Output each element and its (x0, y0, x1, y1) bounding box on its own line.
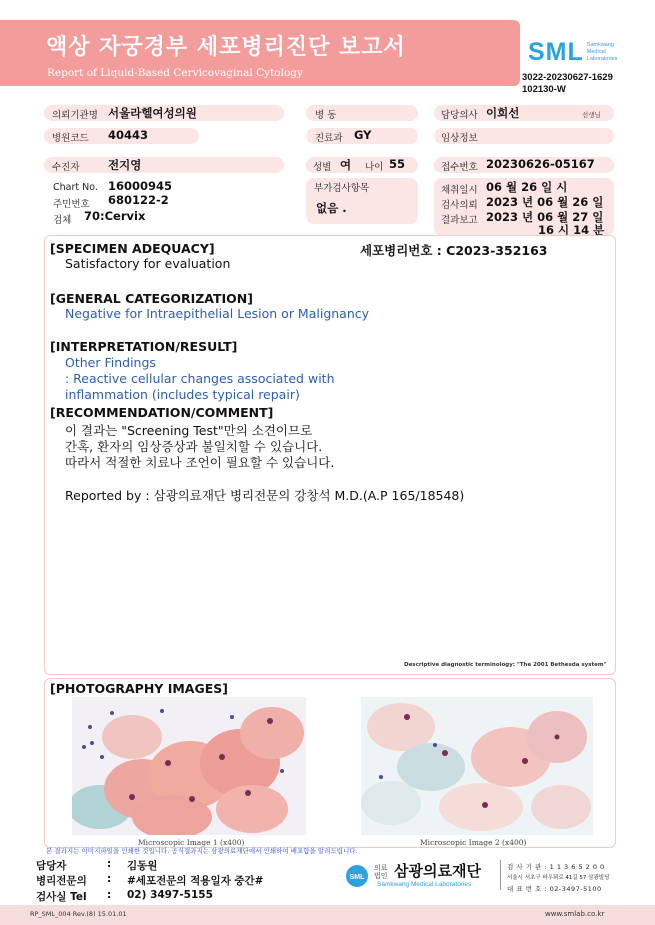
recommendation-heading: [RECOMMENDATION/COMMENT] (50, 405, 274, 420)
sex-value: 여 (340, 158, 352, 172)
patient-pill (44, 157, 284, 173)
collect-value: 06 월 26 일 시 (486, 180, 568, 194)
sml-logo-tagline: Samkwang Medical Laboratories (586, 42, 618, 62)
hospital-value: 서울라헬여성의원 (108, 106, 197, 120)
org-name-english: Samkwang Medical Laboratories (377, 881, 472, 888)
interpretation-line2: : Reactive cellular changes associated with (65, 371, 335, 386)
hospcode-value: 40443 (108, 128, 149, 142)
bethesda-note: Descriptive diagnostic terminology: "The 2001 Bethesda system" (404, 662, 607, 668)
photo-heading: [PHOTOGRAPHY IMAGES] (50, 681, 228, 696)
clinical-label: 임상정보 (441, 133, 478, 144)
interpretation-line1: Other Findings (65, 355, 156, 370)
microscopic-image-2 (361, 697, 593, 835)
ssn-label: 주민번호 (53, 199, 90, 210)
doctor-suffix: 선생님 (582, 111, 601, 119)
extra-label: 부가검사항목 (314, 183, 370, 194)
recommendation-line2: 간혹, 환자의 임상증상과 불일치할 수 있습니다. (65, 439, 323, 454)
barcode-number: 3022-20230627-1629 (522, 72, 613, 83)
pathologist-label: 병리전문의 (36, 875, 87, 887)
adequacy-text: Satisfactory for evaluation (65, 256, 231, 271)
age-value: 55 (389, 157, 406, 171)
hospcode-label: 병원코드 (52, 133, 89, 144)
receipt-label: 접수번호 (441, 162, 478, 173)
ward-label: 병 동 (315, 110, 337, 121)
institution-phone: 대 표 번 호 : 02-3497-5100 (507, 885, 602, 893)
dept-value: GY (354, 128, 372, 142)
org-legal-tag: 의료 법인 (374, 864, 388, 880)
extra-value: 없음 . (316, 201, 347, 215)
result-label: 결과보고 (441, 215, 478, 226)
footer-divider (500, 860, 501, 890)
chart-label: Chart No. (53, 182, 98, 193)
website-link[interactable]: www.smlab.co.kr (545, 910, 605, 918)
doctor-label: 담당의사 (441, 110, 478, 121)
patient-label: 수진자 (52, 162, 80, 173)
exam-label: 검체 (53, 215, 72, 226)
pathologist-value: #세포전문의 적용일자 중간# (127, 875, 264, 887)
image-1-caption: Microscopic Image 1 (x400) (138, 838, 245, 847)
staff-label: 담당자 (36, 860, 67, 872)
report-title: 액상 자궁경부 세포병리진단 보고서 (46, 35, 406, 60)
cytology-number: 세포병리번호 : C2023-352163 (360, 243, 548, 258)
interpretation-line3: inflammation (includes typical repair) (65, 387, 300, 402)
hospital-label: 의뢰기관명 (52, 110, 98, 121)
staff-value: 김동원 (127, 860, 158, 872)
result-time: 16 시 14 분 (538, 223, 605, 237)
institution-number: 검 사 기 관 : 1 1 3 6 5 2 0 0 (507, 863, 605, 871)
chart-value: 16000945 (108, 179, 173, 193)
receipt-value: 20230626-05167 (486, 157, 595, 171)
sml-logo-text: SML (528, 38, 584, 66)
dept-label: 진료과 (315, 133, 343, 144)
interpretation-heading: [INTERPRETATION/RESULT] (50, 339, 238, 354)
pathologist-colon: : (107, 873, 112, 885)
org-name: 삼광의료재단 (394, 862, 481, 880)
barcode-suffix: 102130-W (522, 84, 566, 95)
recommendation-line3: 따라서 적절한 치료나 조언이 필요할 수 있습니다. (65, 455, 335, 470)
sex-label: 성별 (313, 162, 332, 173)
general-text: Negative for Intraepithelial Lesion or Malignancy (65, 306, 370, 321)
general-heading: [GENERAL CATEGORIZATION] (50, 291, 253, 306)
print-notice: 본 결과지는 이미지파일을 인쇄한 것입니다. 공식결과지는 삼광의료재단에서 인쇄하여 배포함을 알려드립니다. (46, 847, 358, 855)
form-number: RP_SML_004 Rev.(8) 15.01.01 (30, 910, 127, 918)
tel-label: 검사실 Tel (36, 891, 87, 903)
patient-name: 전지영 (108, 158, 142, 172)
collect-label: 채취일시 (441, 185, 478, 196)
doctor-value: 이희선 (486, 106, 520, 120)
tel-colon: : (107, 889, 112, 901)
recommendation-line1: 이 결과는 "Screening Test"만의 소견이므로 (65, 423, 313, 438)
result-value: 2023 년 06 월 27 일 (486, 210, 604, 224)
staff-colon: : (107, 858, 112, 870)
image-2-caption: Microscopic Image 2 (x400) (420, 838, 527, 847)
request-value: 2023 년 06 월 26 일 (486, 195, 604, 209)
exam-value: 70:Cervix (84, 209, 146, 223)
institution-address: 서울시 서초구 바우뫼로 41길 57 삼광빌딩 (507, 875, 610, 881)
samkwang-logo-icon (345, 864, 369, 892)
svg-text:SML: SML (349, 874, 365, 881)
tel-value: 02) 3497-5155 (127, 889, 213, 901)
request-label: 검사의뢰 (441, 200, 478, 211)
report-subtitle: Report of Liquid-Based Cervicovaginal Cytology (47, 67, 303, 79)
age-label: 나이 (365, 162, 384, 173)
ssn-value: 680122-2 (108, 193, 169, 207)
reported-by: Reported by : 삼광의료재단 병리전문의 강창석 M.D.(A.P 165/18548) (65, 488, 465, 503)
sml-logo (528, 38, 617, 67)
adequacy-heading: [SPECIMEN ADEQUACY] (50, 241, 215, 256)
microscopic-image-1 (72, 697, 306, 835)
